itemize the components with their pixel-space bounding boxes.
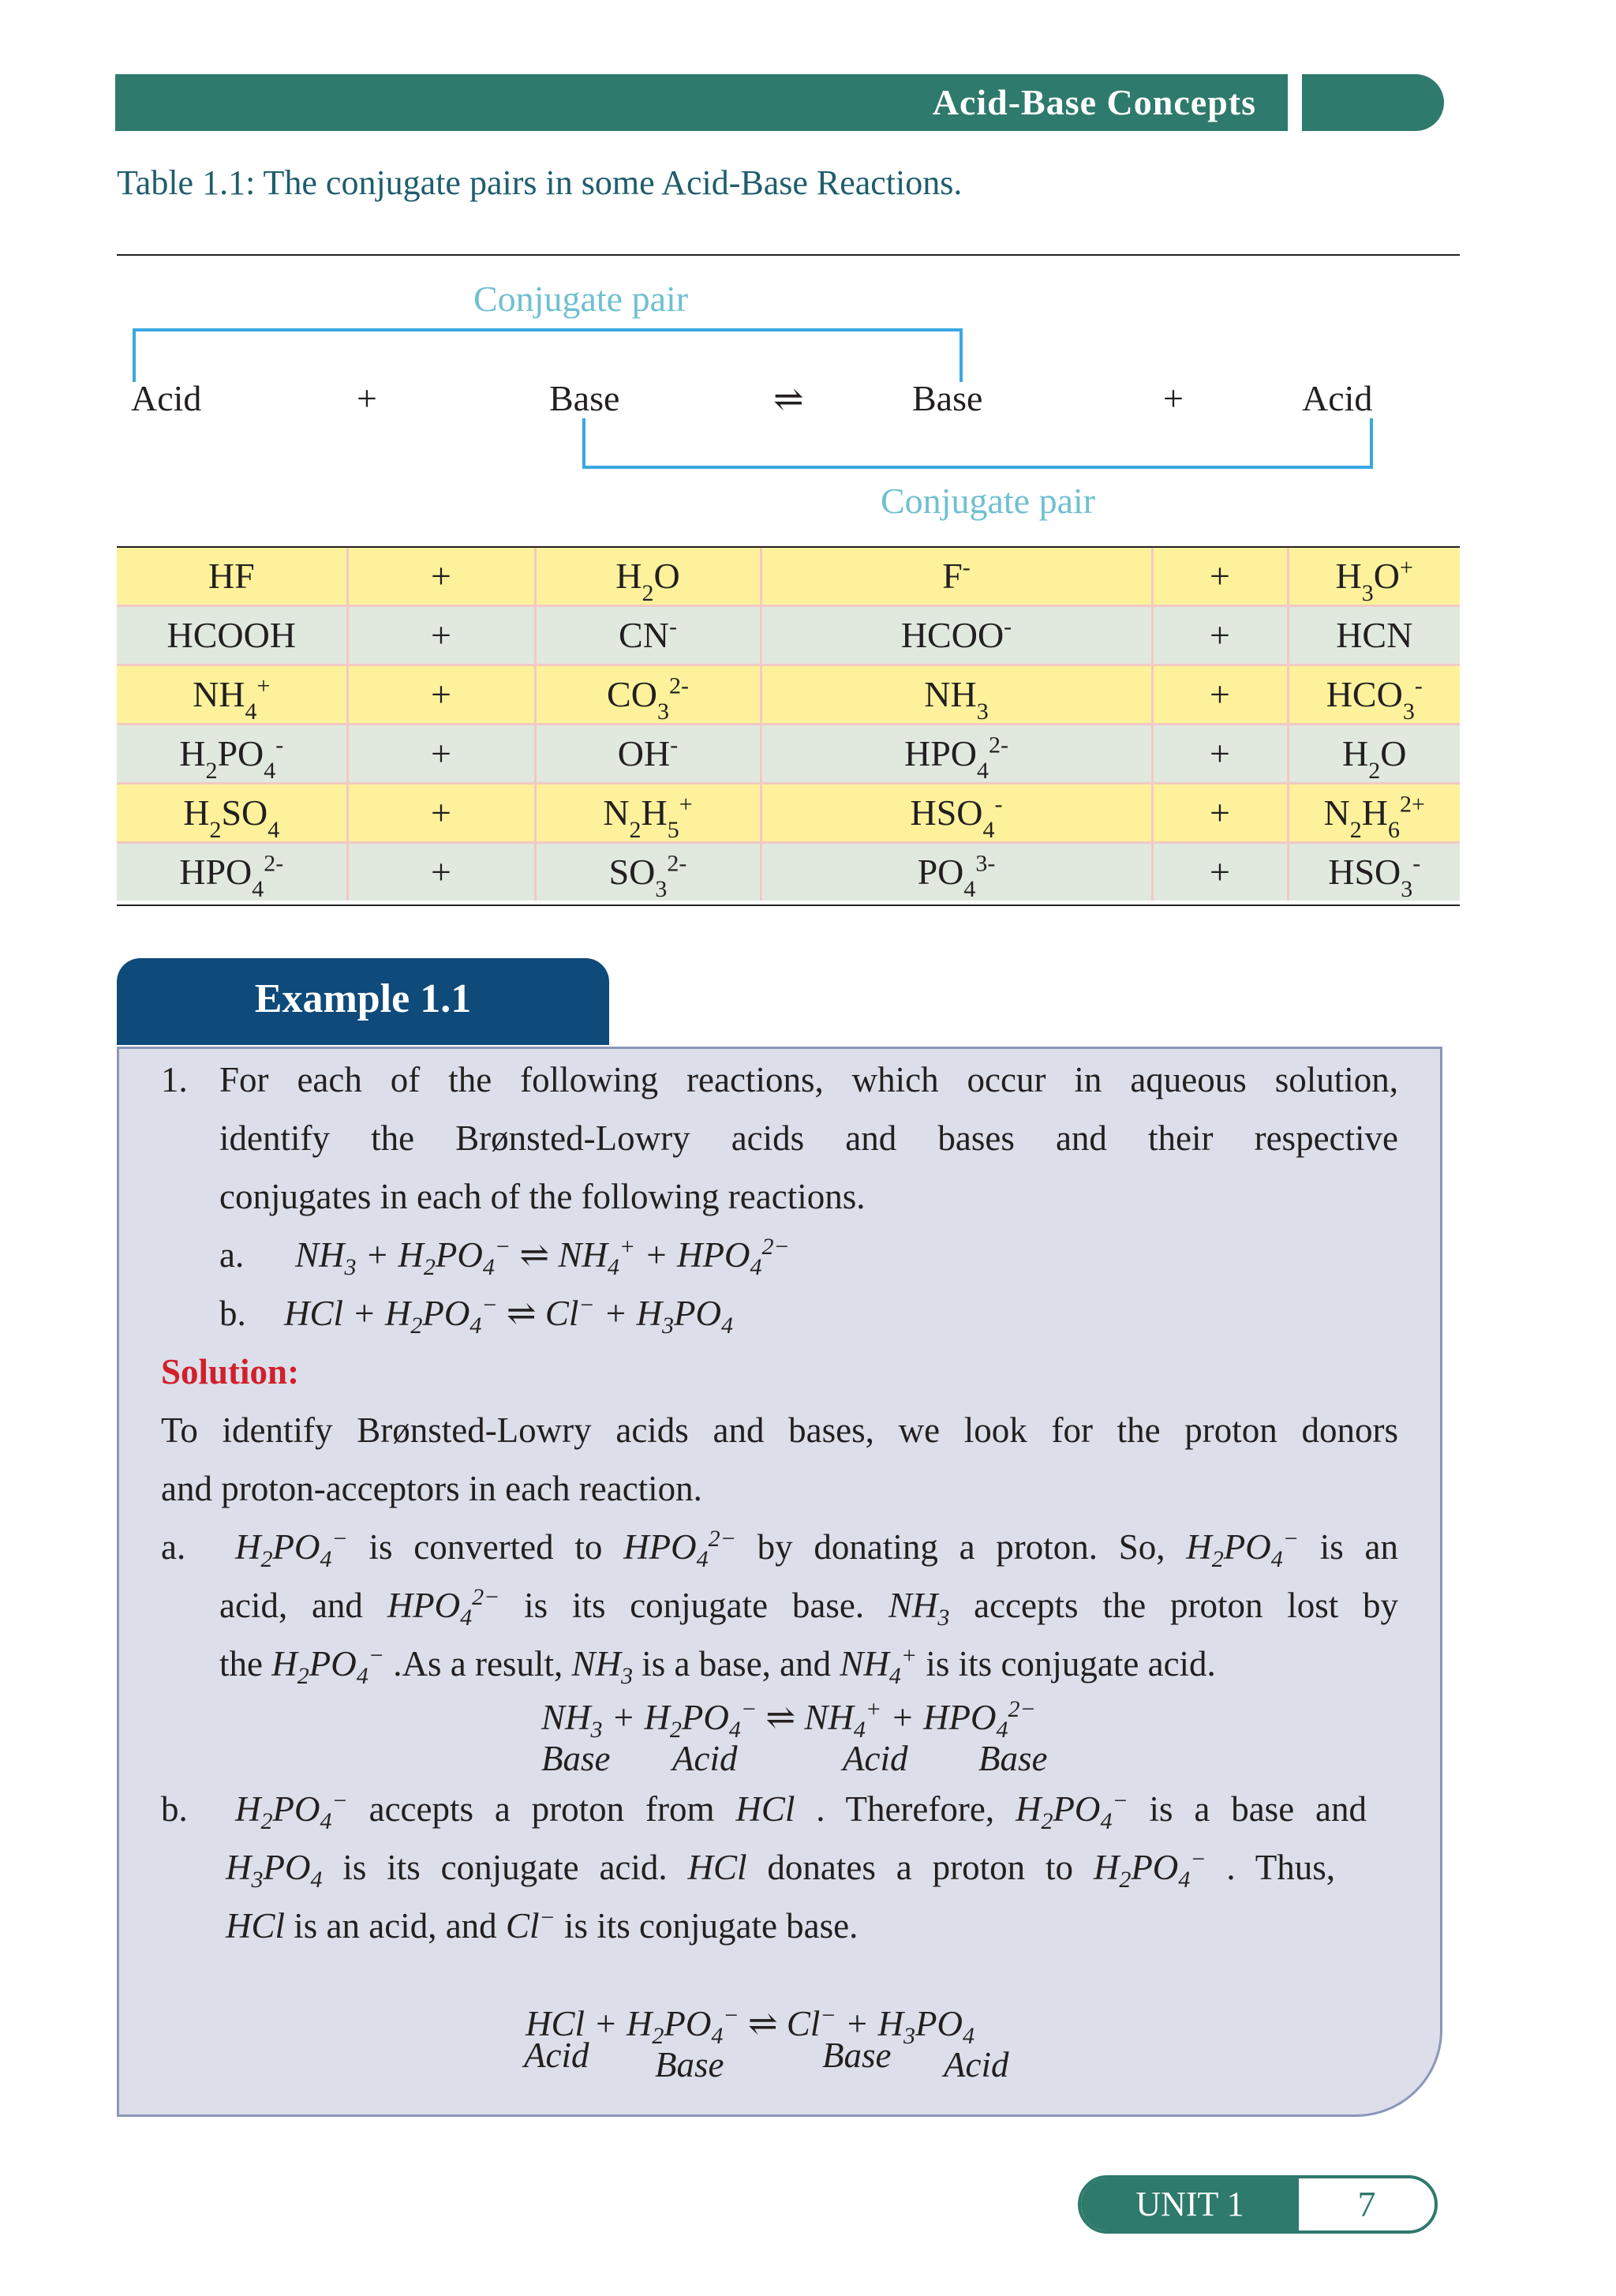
diagram-label: + <box>1163 378 1184 418</box>
page-number: 7 <box>1357 2184 1376 2224</box>
table-cell: + <box>1152 843 1288 901</box>
table-cell: + <box>347 843 535 901</box>
sub-question-label: a. <box>219 1235 245 1275</box>
table-cell: $HCO_3^-$ <box>1288 665 1460 725</box>
conjugate-pair-top-label: Conjugate pair <box>473 279 689 319</box>
diagram-label: Base <box>912 378 983 418</box>
solution-text: and proton-acceptors in each reaction. <box>161 1469 702 1508</box>
table-row <box>117 548 1460 606</box>
equation-label: Acid <box>843 1739 908 1778</box>
table-row <box>117 843 1460 901</box>
table-cell: HF <box>117 548 347 606</box>
table-cell: $PO_4^{3-}$ <box>761 843 1152 901</box>
equation-label: Base <box>978 1739 1048 1778</box>
table-row <box>117 784 1460 843</box>
part-a-text: acid, and $HPO_4^{2-}$ is its conjugate base. $NH_3$ accepts the proton lost by <box>219 1584 1399 1631</box>
table-row <box>117 665 1460 725</box>
question-line: identify the Brønsted-Lowry acids and bases and their respective <box>219 1118 1398 1158</box>
table-cell: $H_2O$ <box>1288 725 1460 784</box>
table-cell: $H_3O^+$ <box>1288 548 1460 606</box>
table-cell: + <box>347 725 535 784</box>
table-row <box>117 606 1460 665</box>
solution-label: Solution: <box>161 1352 300 1391</box>
table-cell: $H_2O$ <box>535 548 761 606</box>
example-title: Example 1.1 <box>254 976 472 1021</box>
part-a-text: $H_2PO_4^-$ is converted to $HPO_4^{2-}$ by donating a proton. So, $H_2PO_4^-$ is an <box>235 1526 1398 1572</box>
table-cell: $NH_3$ <box>761 665 1152 725</box>
table-cell: + <box>1152 665 1288 725</box>
table-cell: + <box>347 606 535 665</box>
example-tab <box>117 958 609 1045</box>
table-cell: CN- <box>535 606 761 665</box>
equation-label: Base <box>541 1739 611 1778</box>
solution-text: To identify Brønsted-Lowry acids and bases, we look for the proton donors <box>161 1410 1398 1450</box>
table-cell: HCN <box>1288 606 1460 665</box>
table-cell: + <box>347 665 535 725</box>
table-cell: $HPO_4^{2-}$ <box>761 725 1152 784</box>
part-label: b. <box>161 1789 188 1829</box>
equation-label: Base <box>655 2045 724 2084</box>
table-cell: F- <box>761 548 1152 606</box>
diagram-label: Acid <box>131 378 202 418</box>
running-header-tab <box>1302 74 1444 131</box>
table-cell: HCOO- <box>761 606 1152 665</box>
table-cell: $N_2H_5^+$ <box>535 784 761 843</box>
table-cell: $H_2PO_4^-$ <box>117 725 347 784</box>
sub-question-label: b. <box>219 1294 246 1333</box>
divider <box>117 254 1460 256</box>
table-cell: + <box>1152 784 1288 843</box>
conjugate-pairs-table <box>117 548 1460 901</box>
unit-label: UNIT 1 <box>1081 2178 1299 2230</box>
page-footer-badge <box>1078 2175 1438 2234</box>
part-a-text: the $H_2PO_4^-$ .As a result, $NH_3$ is a base, and $NH_4^+$ is its conjugate acid. <box>219 1642 1216 1689</box>
part-a-equation: $NH_3 + H_2PO_4^-$ ⇌ $NH_4^+ + HPO_4^{2-}$ <box>541 1696 1036 1743</box>
running-header-title: Acid-Base Concepts <box>932 82 1256 122</box>
table-cell: HCOOH <box>117 606 347 665</box>
part-b-text: $H_3PO_4$ is its conjugate acid. HCl donates a proton to $H_2PO_4^-$ . Thus, <box>226 1846 1335 1893</box>
table-row <box>117 725 1460 784</box>
table-cell: $CO_3^{2-}$ <box>535 665 761 725</box>
conjugate-pair-top-bracket <box>133 328 963 382</box>
question-line: conjugates in each of the following reactions. <box>219 1177 866 1216</box>
equation-label: Base <box>822 2036 892 2075</box>
diagram-label: Base <box>549 378 620 418</box>
equation-label: Acid <box>524 2036 589 2075</box>
table-cell: OH- <box>535 725 761 784</box>
table-cell: $NH_4^+$ <box>117 665 347 725</box>
running-header-bar <box>115 74 1288 131</box>
conjugate-pair-bottom-bracket <box>582 418 1373 469</box>
table-cell: $N_2H_6^{2+}$ <box>1288 784 1460 843</box>
table-caption: Table 1.1: The conjugate pairs in some Acid-Base Reactions. <box>117 163 963 202</box>
table-cell: $SO_3^{2-}$ <box>535 843 761 901</box>
table-cell: + <box>347 548 535 606</box>
reaction-equation-b: HCl + $H_2PO_4^-$ ⇌ $Cl^- + H_3PO_4$ <box>284 1292 733 1339</box>
question-number: 1. <box>161 1060 188 1099</box>
conjugate-pair-bottom-label: Conjugate pair <box>881 481 1096 521</box>
table-rule-bottom <box>117 905 1460 906</box>
reaction-equation-a: $NH_3 + H_2PO_4^-$ ⇌ $NH_4^+ + HPO_4^{2-}$ <box>295 1234 790 1280</box>
table-cell: + <box>1152 606 1288 665</box>
table-cell: $HSO_4^-$ <box>761 784 1152 843</box>
diagram-label: ⇌ <box>773 379 804 419</box>
part-label: a. <box>161 1527 186 1567</box>
table-cell: + <box>347 784 535 843</box>
table-cell: + <box>1152 725 1288 784</box>
equation-label: Acid <box>672 1739 738 1778</box>
table-cell: $H_2SO_4$ <box>117 784 347 843</box>
diagram-label: + <box>357 378 377 418</box>
table-cell: $HSO_3^-$ <box>1288 843 1460 901</box>
table-cell: $HPO_4^{2-}$ <box>117 843 347 901</box>
question-line: For each of the following reactions, which occur in aqueous solution, <box>219 1060 1398 1099</box>
part-b-text: $H_2PO_4^-$ accepts a proton from HCl . Therefore, $H_2PO_4^-$ is a base and <box>235 1788 1367 1834</box>
table-cell: + <box>1152 548 1288 606</box>
equation-label: Acid <box>944 2045 1009 2084</box>
part-b-text: HCl is an acid, and Cl− is its conjugate base. <box>226 1905 858 1946</box>
part-b-equation: HCl + $H_2PO_4^-$ ⇌ $Cl^- + H_3PO_4$ <box>526 2002 974 2049</box>
diagram-label: Acid <box>1302 378 1373 418</box>
